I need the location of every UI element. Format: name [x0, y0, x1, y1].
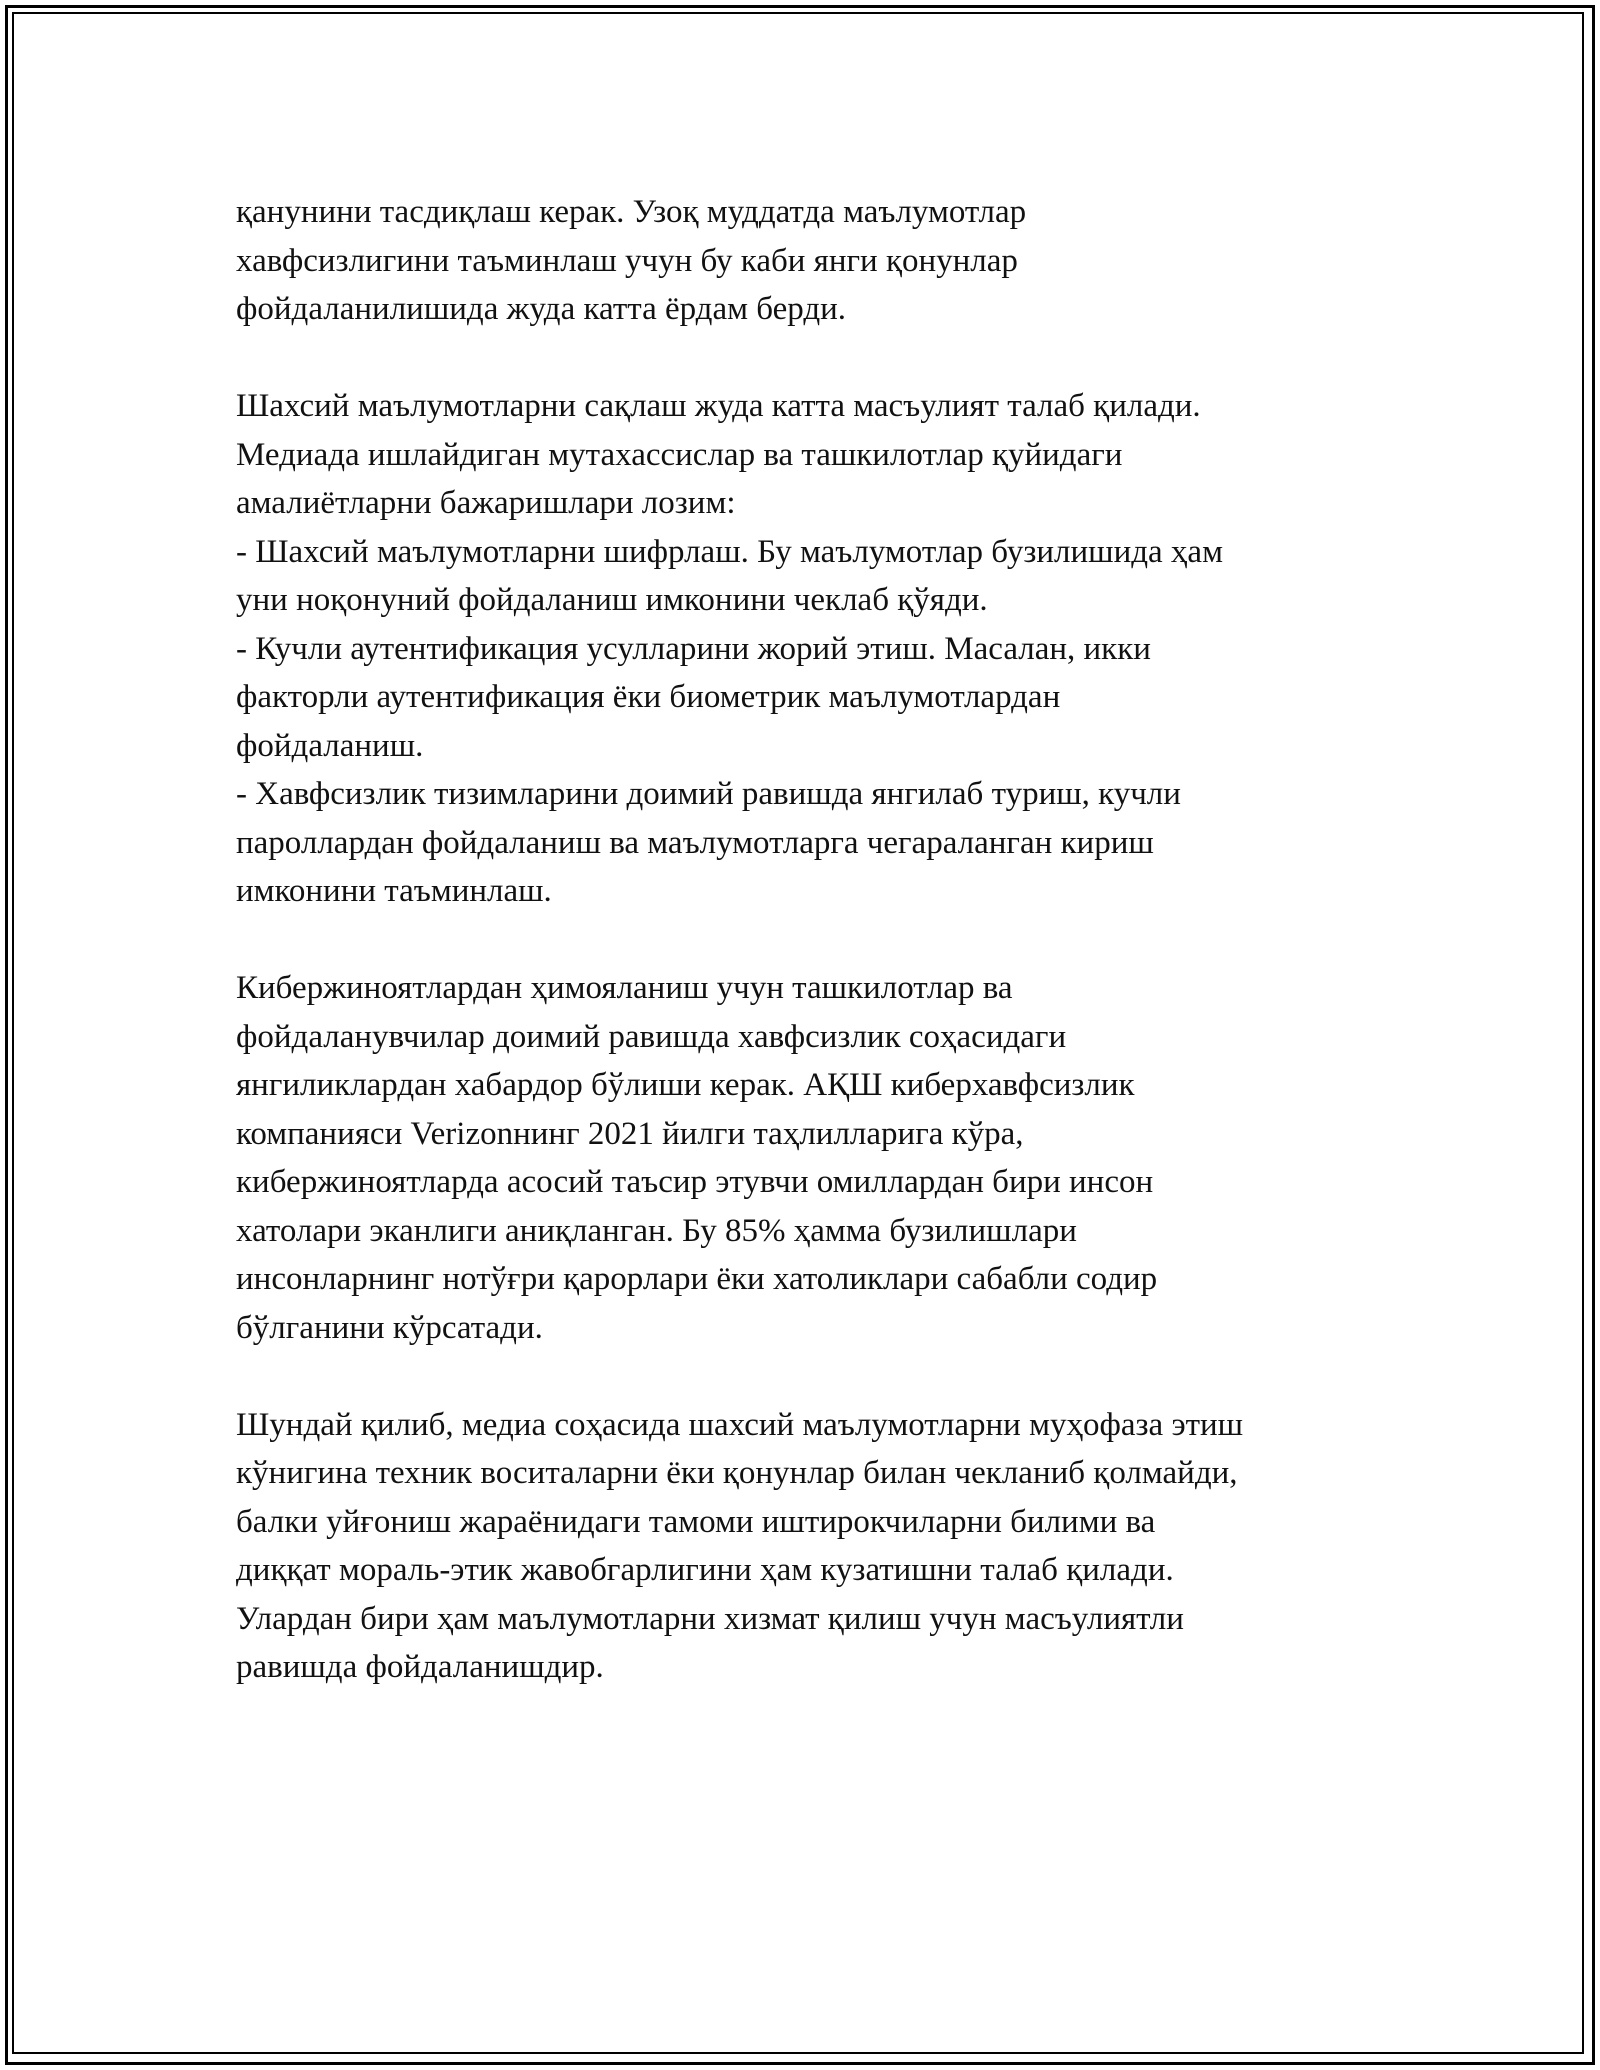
list-item-text: уни ноқонуний фойдаланиш имконини чеклаб қўяди. [236, 582, 988, 618]
text-line: Шундай қилиб, медиа соҳасида шахсий маълумотларни муҳофаза этиш [236, 1406, 1244, 1443]
text-line: инсонларнинг нотўғри қарорлари ёки хатоликлари сабабли содир [236, 1261, 1158, 1297]
list-item-text: - Хавфсизлик тизимларини доимий равишда янгилаб туриш, кучли [236, 776, 1181, 812]
list-item-text: пароллардан фойдаланиш ва маълумотларга чегараланган кириш [236, 824, 1154, 861]
paragraph-cybercrime [236, 964, 1396, 1352]
document-body [236, 188, 1396, 1692]
list-item-text: - Кучли аутентификация усулларини жорий этиш. Масалан, икки [236, 630, 1151, 667]
text-line: балки уйғониш жараёнидаги тамоми иштирокчиларни билими ва [236, 1503, 1156, 1540]
text-line: Шахсий маълумотларни сақлаш жуда катта масъулият талаб қилади. [236, 388, 1201, 424]
text-line: Кибержиноятлардан ҳимояланиш учун ташкилотлар ва [236, 970, 1013, 1006]
text-line: хатолари эканлиги аниқланган. Бу 85% ҳамма бузилишлари [236, 1212, 1077, 1249]
paragraph-practices [236, 382, 1396, 916]
text-line: хавфсизлигини таъминлаш учун бу каби янги қонунлар [236, 242, 1018, 279]
text-line: равишда фойдаланишдир. [236, 1649, 604, 1685]
text-line: Улардан бири ҳам маълумотларни хизмат қилиш учун масъулиятли [236, 1600, 1184, 1637]
paragraph-spacer [236, 916, 1396, 965]
list-item-text: фойдаланиш. [236, 727, 424, 764]
text-line: бўлганини кўрсатади. [236, 1309, 543, 1346]
text-line: кибержиноятларда асосий таъсир этувчи омиллардан бири инсон [236, 1164, 1154, 1200]
text-line: Медиада ишлайдиган мутахассислар ва ташкилотлар қуйидаги [236, 436, 1123, 473]
text-line: янгиликлардан хабардор бўлиши керак. АҚШ киберхавфсизлик [236, 1067, 1135, 1103]
text-line: кўнигина техник воситаларни ёки қонунлар билан чекланиб қолмайди, [236, 1455, 1238, 1491]
text-line: компанияси Verizonнинг 2021 йилги таҳлилларига кўра, [236, 1115, 1024, 1152]
paragraph-spacer [236, 334, 1396, 383]
paragraph-legislation [236, 188, 1396, 334]
text-line: амалиётларни бажаришлари лозим: [236, 485, 736, 521]
list-item-text: факторли аутентификация ёки биометрик маълумотлардан [236, 679, 1061, 715]
paragraph-conclusion [236, 1401, 1396, 1692]
text-line: диққат мораль-этик жавобгарлигини ҳам кузатишни талаб қилади. [236, 1552, 1174, 1588]
text-line: қанунини тасдиқлаш керак. Узоқ муддатда маълумотлар [236, 194, 1027, 230]
list-item-text: - Шахсий маълумотларни шифрлаш. Бу маълумотлар бузилишида ҳам [236, 533, 1223, 570]
text-line: фойдаланилишида жуда катта ёрдам берди. [236, 291, 847, 327]
list-item-text: имконини таъминлаш. [236, 873, 552, 909]
paragraph-spacer [236, 1352, 1396, 1401]
text-line: фойдаланувчилар доимий равишда хавфсизлик соҳасидаги [236, 1018, 1067, 1055]
